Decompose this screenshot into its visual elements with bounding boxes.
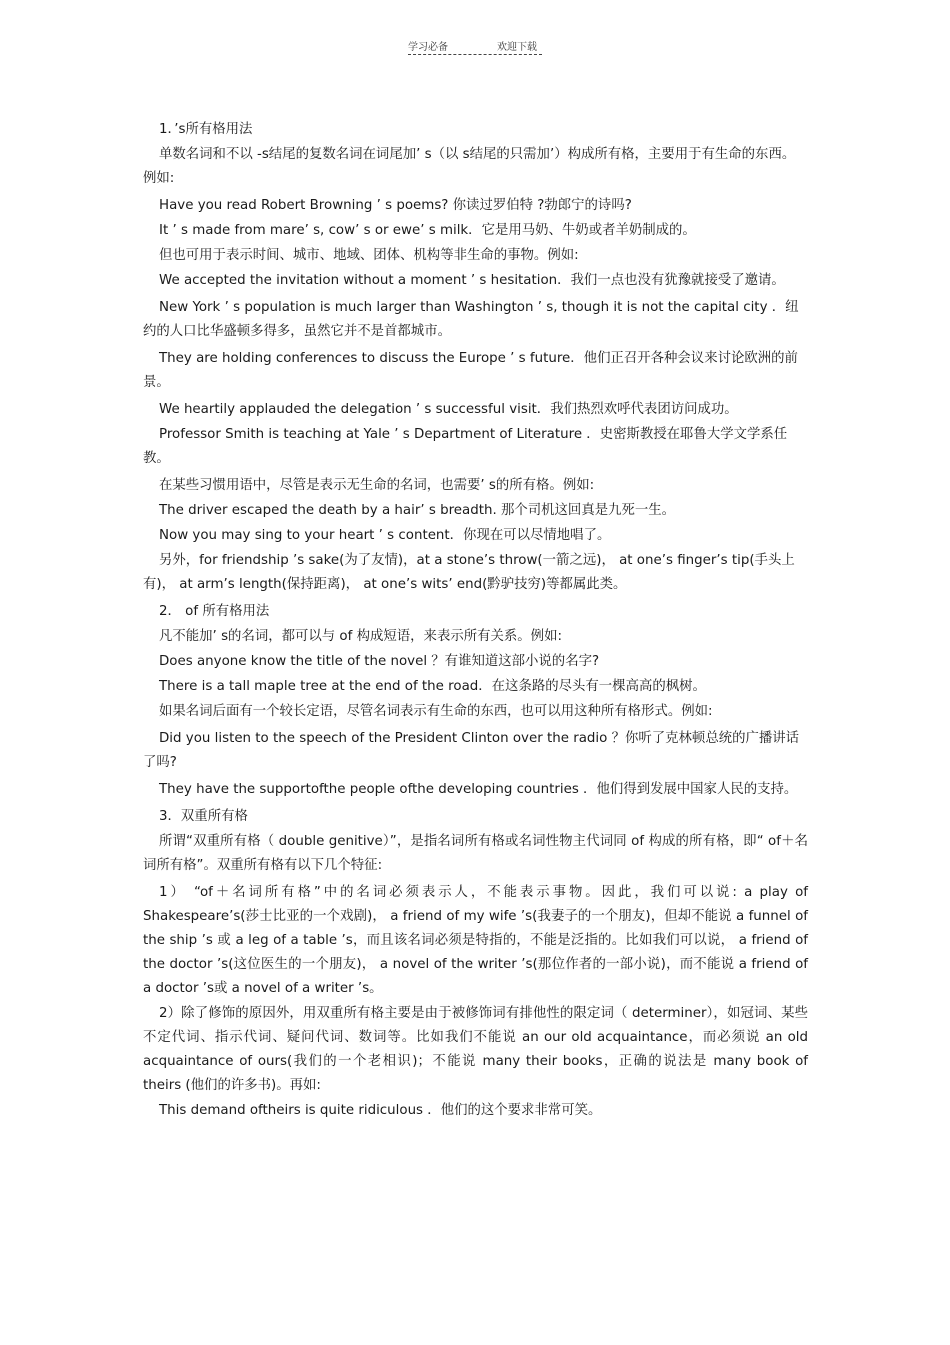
example-sentence: They have the supportofthe people ofthe developing countries ．他们得到发展中国家人民的支持。 [159, 782, 798, 797]
paragraph: 单数名词和不以 -s结尾的复数名词在词尾加’ s（以 s结尾的只需加’）构成所有格，主要用于有生命的东西。例如: [143, 147, 796, 186]
example-sentence: There is a tall maple tree at the end of the road．在这条路的尽头有一棵高高的枫树。 [159, 679, 706, 694]
example-sentence: The driver escaped the death by a hair’ s breadth. 那个司机这回真是九死一生。 [159, 503, 676, 518]
example-sentence: Have you read Robert Browning ’ s poems? 你读过罗伯特 ?勃郎宁的诗吗? [159, 198, 632, 213]
example-sentence: We accepted the invitation without a moment ’ s hesitation．我们一点也没有犹豫就接受了邀请。 [159, 273, 785, 288]
example-sentence: Does anyone know the title of the novel ？有谁知道这部小说的名字? [159, 654, 600, 669]
example-sentence: Now you may sing to your heart ’ s content．你现在可以尽情地唱了。 [159, 528, 611, 543]
example-sentence: Did you listen to the speech of the President Clinton over the radio ？你听了克林顿总统的广播讲话了吗? [143, 731, 800, 770]
section-heading-3: 3．双重所有格 [159, 809, 248, 824]
feature-paragraph-2: 2）除了修饰的原因外，用双重所有格主要是由于被修饰词有排他性的限定词（ determiner），如冠词、某些不定代词、指示代词、疑问代词、数词等。比如我们不能说 an our old acquaintance，而必须说 an old acquaintance of ours(我们的一个老相识)；不能说 many their books，正确的说法是 many book of theirs (他们的许多书)。再如: [143, 1006, 808, 1093]
header-divider [408, 54, 542, 55]
example-sentence: We heartily applauded the delegation ’ s successful visit．我们热烈欢呼代表团访问成功。 [159, 402, 738, 417]
paragraph: 凡不能加’ s的名词，都可以与 of 构成短语，来表示所有关系。例如: [159, 629, 562, 644]
page-header [0, 38, 950, 58]
paragraph: 所谓“双重所有格（ double genitive）”，是指名词所有格或名词性物主代词同 of 构成的所有格，即“ of＋名词所有格”。双重所有格有以下几个特征: [143, 834, 808, 873]
paragraph: 另外，for friendship ’s sake(为了友情)，at a stone’s throw(一箭之远)， at one’s finger’s tip(手头上有)， at arm’s length(保持距离)， at one’s wits’ end(黔驴技穷)等都属此类。 [143, 553, 795, 592]
paragraph: 但也可用于表示时间、城市、地域、团体、机构等非生命的事物。例如: [159, 248, 579, 263]
feature-paragraph-1: 1） “of＋名词所有格”中的名词必须表示人，不能表示事物。因此，我们可以说: a play of Shakespeare’s(莎士比亚的一个戏剧)， a friend of my wife ’s(我妻子的一个朋友)，但却不能说 a funnel of the ship ’s 或 a leg of a table ’s，而且该名词必须是特指的，不能是泛指的。比如我们可以说， a friend of the doctor ’s(这位医生的一个朋友)， a novel of the writer ’s(那位作者的一部小说)，而不能说 a friend of a doctor ’s或 a novel of a writer ’s。 [143, 885, 808, 996]
example-sentence: New York ’ s population is much larger than Washington ’ s, though it is not the capital city ．纽约的人口比华盛顿多得多，虽然它并不是首都城市。 [143, 300, 799, 339]
example-sentence: They are holding conferences to discuss the Europe ’ s future．他们正召开各种会议来讨论欧洲的前景。 [143, 351, 798, 390]
header-left-text: 学习必备 [408, 42, 448, 53]
example-sentence: It ’ s made from mare’ s, cow’ s or ewe’ s milk．它是用马奶、牛奶或者羊奶制成的。 [159, 223, 696, 238]
paragraph: 如果名词后面有一个较长定语，尽管名词表示有生命的东西，也可以用这种所有格形式。例如: [159, 704, 713, 719]
header-right-text: 欢迎下载 [497, 42, 537, 53]
example-sentence: Professor Smith is teaching at Yale ’ s Department of Literature ．史密斯教授在耶鲁大学文学系任教。 [143, 427, 788, 466]
document-body [143, 118, 808, 1124]
section-heading-1: 1．’s所有格用法 [159, 122, 253, 137]
section-heading-2: 2． of 所有格用法 [159, 604, 270, 619]
example-sentence: This demand oftheirs is quite ridiculous ．他们的这个要求非常可笑。 [159, 1103, 602, 1118]
paragraph: 在某些习惯用语中，尽管是表示无生命的名词，也需要’ s的所有格。例如: [159, 478, 595, 493]
